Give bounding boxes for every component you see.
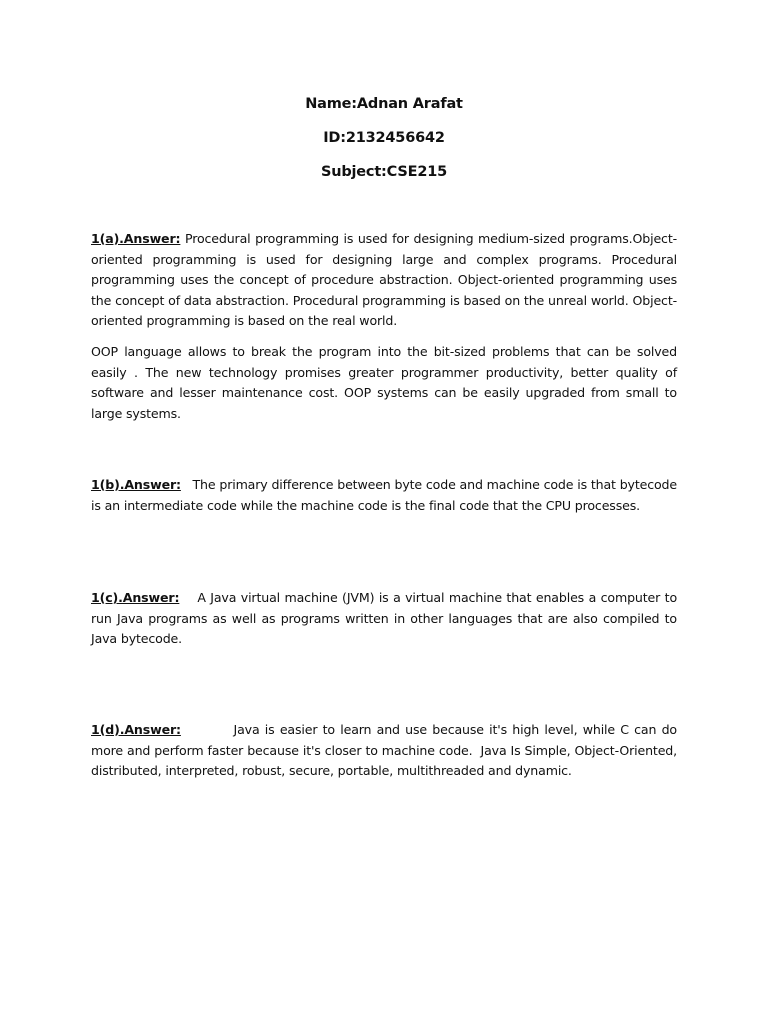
answer-1b-paragraph bbox=[91, 475, 681, 516]
answer-1c-label: 1(c).Answer: bbox=[91, 590, 180, 605]
answer-1c-paragraph bbox=[91, 588, 681, 650]
answer-1d-label: 1(d).Answer: bbox=[91, 722, 181, 737]
answer-1b-label: 1(b).Answer: bbox=[91, 477, 181, 492]
answer-1d-text: Java is easier to learn and use because it's high level, while C can do more and perform faster because it's closer to machine code. Java Is Simple, Object-Oriented, distributed, interpreted, robust, secure, portable, multithreaded and dynamic. bbox=[91, 722, 681, 778]
student-id: ID:2132456642 bbox=[323, 130, 445, 146]
student-name: Name:Adnan Arafat bbox=[305, 96, 463, 112]
answer-1a-label: 1(a).Answer: bbox=[91, 231, 181, 246]
answer-1c-text: A Java virtual machine (JVM) is a virtual machine that enables a computer to run Java programs as well as programs written in other languages that are also compiled to Java bytecode. bbox=[91, 590, 681, 646]
answer-1a-oop-text: OOP language allows to break the program into the bit-sized problems that can be solved easily . The new technology promises greater programmer productivity, better quality of software and lesser maintenance cost. OOP systems can be easily upgraded from small to large systems. bbox=[91, 344, 677, 421]
answer-1a-oop-paragraph bbox=[91, 342, 677, 424]
subject: Subject:CSE215 bbox=[320, 164, 447, 180]
answer-1a-text: Procedural programming is used for designing medium-sized programs.Object-oriented programming is used for designing large and complex programs. Procedural programming uses the concept of procedure abstraction. Object-oriented programming uses the concept of data abstraction. Procedural programming is based on the unreal world. Object-oriented programming is based on the real world. bbox=[91, 231, 681, 328]
answer-1b-text: The primary difference between byte code and machine code is that bytecode is an intermediate code while the machine code is the final code that the CPU processes. bbox=[91, 477, 681, 513]
answer-1d-paragraph bbox=[91, 720, 681, 782]
answer-1a-paragraph bbox=[91, 229, 681, 332]
